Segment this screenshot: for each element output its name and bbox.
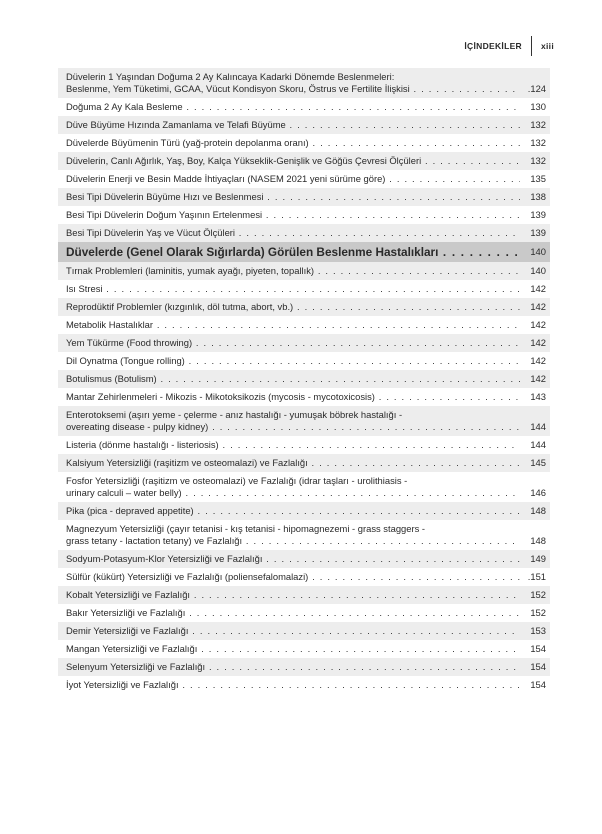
toc-page-number: 154 (530, 661, 546, 672)
toc-entry-line: Besi Tipi Düvelerin Büyüme Hızı ve Beslenmesi . . . (66, 191, 520, 203)
toc-entry-line: Düvelerin Enerji ve Besin Madde İhtiyaçları (NASEM 2021 yeni sürüme göre) . . . (66, 173, 520, 185)
toc-entry-line: Listeria (dönme hastalığı - listeriosis) . . . (66, 439, 520, 451)
toc-entry-line: grass tetany - lactation tetany) ve Fazlalığı . . . (66, 535, 520, 547)
toc-entry-line: Selenyum Yetersizliği ve Fazlalığı . . . (66, 661, 520, 673)
toc-page-number: 140 (530, 265, 546, 276)
toc-entry-title (66, 209, 520, 221)
toc-entry[interactable] (58, 188, 550, 206)
toc-entry-line: Düvelerde (Genel Olarak Sığırlarda) Görülen Beslenme Hastalıkları . . . (66, 245, 520, 259)
toc-page-number: 132 (530, 155, 546, 166)
toc-page-number: 140 (530, 246, 546, 257)
toc-page-number: 152 (530, 607, 546, 618)
toc-entry-title (66, 227, 520, 239)
toc-entry-line: Kalsiyum Yetersizliği (raşitizm ve osteomalazi) ve Fazlalığı . . . (66, 457, 520, 469)
toc-entry[interactable] (58, 454, 550, 472)
toc-entry-line: Kobalt Yetersizliği ve Fazlalığı . . . (66, 589, 520, 601)
toc-entry-title (66, 301, 520, 313)
toc-section-heading[interactable] (58, 242, 550, 262)
toc-entry-line: Demir Yetersizliği ve Fazlalığı . . . (66, 625, 520, 637)
toc-page-number: 138 (530, 191, 546, 202)
toc-entry-title (66, 337, 520, 349)
toc-entry[interactable] (58, 68, 550, 98)
toc-entry[interactable] (58, 622, 550, 640)
toc-entry-title (66, 607, 520, 619)
toc-page-number: 144 (530, 421, 546, 432)
toc-page-number: 142 (530, 283, 546, 294)
header-divider (531, 36, 532, 56)
toc-entry-title (66, 679, 520, 691)
toc-entry-line: Bakır Yetersizliği ve Fazlalığı . . . (66, 607, 520, 619)
toc-entry-line: Doğuma 2 Ay Kala Besleme . . . (66, 101, 520, 113)
toc-entry-title (66, 71, 520, 95)
toc-entry-title (66, 475, 520, 499)
toc-entry-title (66, 439, 520, 451)
toc-entry[interactable] (58, 116, 550, 134)
header-page-number: xiii (540, 41, 554, 51)
toc-page-number: 149 (530, 553, 546, 564)
toc-entry[interactable] (58, 640, 550, 658)
toc-page-number: 135 (530, 173, 546, 184)
toc-entry-title (66, 355, 520, 367)
toc-page-number: 132 (530, 119, 546, 130)
toc-entry-line: Fosfor Yetersizliği (raşitizm ve osteomalazi) ve Fazlalığı (idrar taşları - urolithiasis - (66, 475, 408, 486)
running-header (464, 36, 554, 56)
toc-page-number: 145 (530, 457, 546, 468)
toc-entry-title (66, 101, 520, 113)
toc-entry[interactable] (58, 224, 550, 242)
toc-entry-line: Botulismus (Botulism) . . . (66, 373, 520, 385)
toc-page-number: 142 (530, 319, 546, 330)
toc-entry-title (66, 319, 520, 331)
toc-entry[interactable] (58, 352, 550, 370)
toc-page-number: 130 (530, 101, 546, 112)
toc-entry-line: Yem Tükürme (Food throwing) . . . (66, 337, 520, 349)
toc-entry-title (66, 245, 520, 259)
toc-entry-line: Pika (pica - depraved appetite) . . . (66, 505, 520, 517)
toc-entry-line: Düvelerin 1 Yaşından Doğuma 2 Ay Kalıncaya Kadarki Dönemde Beslenmeleri: (66, 71, 395, 82)
toc-entry[interactable] (58, 316, 550, 334)
toc-entry-title (66, 589, 520, 601)
toc-entry-line: Magnezyum Yetersizliği (çayır tetanisi - kış tetanisi - hipomagnezemi - grass staggers - (66, 523, 425, 534)
toc-entry-line: Besi Tipi Düvelerin Doğum Yaşının Ertelenmesi . . . (66, 209, 520, 221)
toc-entry[interactable] (58, 550, 550, 568)
toc-entry-title (66, 283, 520, 295)
toc-entry-title (66, 523, 520, 547)
toc-entry-line: Düve Büyüme Hızında Zamanlama ve Telafi Büyüme . . . (66, 119, 520, 131)
toc-entry-line: Besi Tipi Düvelerin Yaş ve Vücut Ölçüleri . . . (66, 227, 520, 239)
toc-entry[interactable] (58, 134, 550, 152)
toc-entry-line: Sodyum-Potasyum-Klor Yetersizliği ve Fazlalığı . . . (66, 553, 520, 565)
toc-entry[interactable] (58, 370, 550, 388)
toc-entry-line: Düvelerde Büyümenin Türü (yağ-protein depolanma oranı) . . . (66, 137, 520, 149)
toc-page-number: 154 (530, 679, 546, 690)
toc-entry-line: İyot Yetersizliği ve Fazlalığı . . . (66, 679, 520, 691)
toc-entry[interactable] (58, 604, 550, 622)
toc-entry[interactable] (58, 520, 550, 550)
toc-page-number: 142 (530, 355, 546, 366)
toc-entry-title (66, 391, 520, 403)
toc-entry-title (66, 155, 520, 167)
toc-page-number: 143 (530, 391, 546, 402)
toc-entry-title (66, 265, 520, 277)
toc-entry[interactable] (58, 586, 550, 604)
toc-page-number: 154 (530, 643, 546, 654)
toc-entry-title (66, 505, 520, 517)
toc-page-number: 146 (530, 487, 546, 498)
toc-page-number: 132 (530, 137, 546, 148)
toc-entry[interactable] (58, 170, 550, 188)
toc-entry[interactable] (58, 298, 550, 316)
toc-entry-line: Beslenme, Yem Tüketimi, GCAA, Vücut Kondisyon Skoru, Östrus ve Fertilite İlişkisi . . . (66, 83, 520, 95)
toc-page-number: 142 (530, 373, 546, 384)
toc-entry-title (66, 137, 520, 149)
toc-entry-title (66, 625, 520, 637)
toc-entry-line: Metabolik Hastalıklar . . . (66, 319, 520, 331)
header-title: İÇİNDEKİLER (464, 41, 522, 51)
toc-entry[interactable] (58, 262, 550, 280)
toc-entry-title (66, 643, 520, 655)
toc-entry[interactable] (58, 568, 550, 586)
toc-entry[interactable] (58, 406, 550, 436)
toc-entry[interactable] (58, 502, 550, 520)
toc-entry-title (66, 373, 520, 385)
toc-page-number: .124 (527, 83, 546, 94)
toc-entry-line: Dil Oynatma (Tongue rolling) . . . (66, 355, 520, 367)
toc-page-number: 144 (530, 439, 546, 450)
toc-entry-line: Tırnak Problemleri (laminitis, yumak ayağı, piyeten, topallık) . . . (66, 265, 520, 277)
toc-entry[interactable] (58, 676, 550, 694)
toc-entry-line: Sülfür (kükürt) Yetersizliği ve Fazlalığı (poliensefalomalazi) . . . (66, 571, 520, 583)
toc-entry-title (66, 191, 520, 203)
toc-entry-line: Enterotoksemi (aşırı yeme - çelerme - anız hastalığı - yumuşak böbrek hastalığı - (66, 409, 403, 420)
toc-entry-line: Düvelerin, Canlı Ağırlık, Yaş, Boy, Kalça Yükseklik-Genişlik ve Göğüs Çevresi Ölçüleri . . . (66, 155, 520, 167)
toc-page-number: 148 (530, 505, 546, 516)
toc-entry[interactable] (58, 658, 550, 676)
toc-entry-line: Isı Stresi . . . (66, 283, 520, 295)
toc-entry[interactable] (58, 388, 550, 406)
toc-entry-title (66, 553, 520, 565)
toc-page-number: 139 (530, 227, 546, 238)
toc-page-number: 148 (530, 535, 546, 546)
toc-entry[interactable] (58, 472, 550, 502)
toc-entry-line: Reprodüktif Problemler (kızgınlık, döl tutma, abort, vb.) . . . (66, 301, 520, 313)
toc-entry-title (66, 173, 520, 185)
toc-entry[interactable] (58, 280, 550, 298)
toc-page-number: 153 (530, 625, 546, 636)
toc-page-number: 142 (530, 337, 546, 348)
toc-entry[interactable] (58, 98, 550, 116)
toc-page-number: 139 (530, 209, 546, 220)
toc-page-number: 152 (530, 589, 546, 600)
toc-entry-line: overeating disease - pulpy kidney) . . . (66, 421, 520, 433)
toc-entry[interactable] (58, 436, 550, 454)
toc-entry[interactable] (58, 206, 550, 224)
toc-entry-line: urinary calculi – water belly) . . . (66, 487, 520, 499)
toc-page-number: .151 (527, 571, 546, 582)
toc-entry-line: Mangan Yetersizliği ve Fazlalığı . . . (66, 643, 520, 655)
toc-page-number: 142 (530, 301, 546, 312)
toc-entry-title (66, 119, 520, 131)
toc-entry[interactable] (58, 152, 550, 170)
toc-entry-title (66, 457, 520, 469)
toc-entry-title (66, 571, 520, 583)
toc-entry-title (66, 661, 520, 673)
table-of-contents (58, 68, 550, 694)
toc-entry-line: Mantar Zehirlenmeleri - Mikozis - Mikotoksikozis (mycosis - mycotoxicosis) . . . (66, 391, 520, 403)
toc-entry-title (66, 409, 520, 433)
toc-entry[interactable] (58, 334, 550, 352)
